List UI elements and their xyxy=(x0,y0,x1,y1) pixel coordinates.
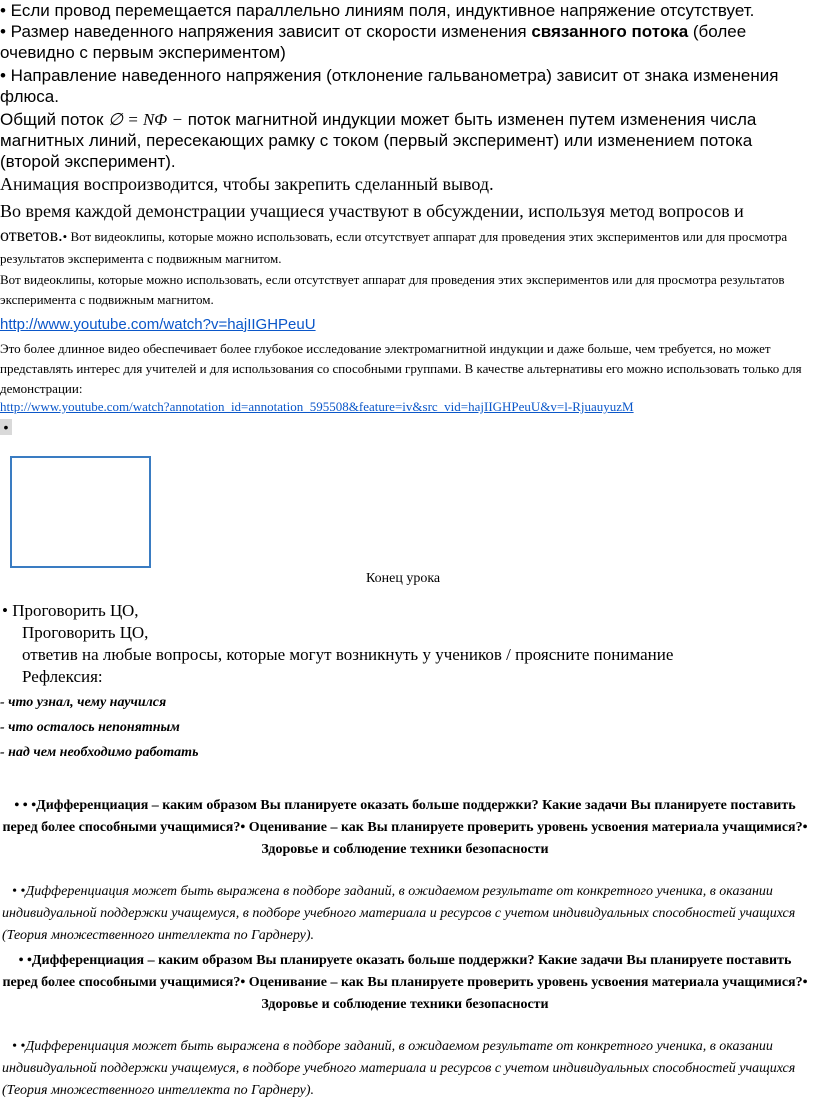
bullet-marker: • xyxy=(0,419,12,435)
diff-para-1-bullets: • • xyxy=(12,884,26,899)
video-link-2[interactable]: http://www.youtube.com/watch?annotation_id=annotation_595508&feature=iv&src_vid=hajIIGHPeuU&v=l-RjuauyuzM xyxy=(0,399,634,414)
diff-para-2-bullets: • • xyxy=(12,1039,26,1054)
flux-formula: ∅ = NΦ − xyxy=(108,110,183,129)
diff-para-1-text: Дифференциация может быть выражена в подборе заданий, в ожидаемом результате от конкретного ученика, в оказании индивидуальной поддержки учащемуся, в подборе учебного материала и ресурсов с учетом индивидуальных способностей учащихся (Теория множественного интеллекта по Гарднеру). xyxy=(2,884,796,943)
diff-heading-2-bullets: • • xyxy=(18,953,32,968)
diff-para-2-text: Дифференциация может быть выражена в подборе заданий, в ожидаемом результате от конкретного ученика, в оказании индивидуальной поддержки учащемуся, в подборе учебного материала и ресурсов с учетом индивидуальных способностей учащихся (Теория множественного интеллекта по Гарднеру). xyxy=(2,1039,796,1098)
bullet-voltage-direction: • Направление наведенного напряжения (отклонение гальванометра) зависит от знака изменения флюса. xyxy=(0,66,779,106)
bullet-voltage-size xyxy=(0,21,806,63)
empty-image-frame xyxy=(10,456,151,568)
end-line-3: ответив на любые вопросы, которые могут возникнуть у учеников / проясните понимание xyxy=(22,645,674,664)
differentiation-paragraph-1 xyxy=(2,881,808,947)
reflection-list xyxy=(0,690,198,765)
discussion-text: Во время каждой демонстрации учащиеся участвуют в обсуждении, используя метод вопросов и ответов. xyxy=(0,201,744,245)
differentiation-heading-1 xyxy=(2,795,808,861)
reflection-item-learned: - что узнал, чему научился xyxy=(0,695,167,710)
reflection-item-unclear: - что осталось непонятным xyxy=(0,720,180,735)
differentiation-paragraph-2 xyxy=(2,1036,808,1102)
diff-heading-2-text: Дифференциация – каким образом Вы планируете оказать больше поддержки? Какие задачи Вы планируете поставить перед более способными учащимися?• Оценивание – как Вы планируете проверить уровень усвоения материала учащимися?• Здоровье и соблюдение техники безопасности xyxy=(2,953,808,1012)
paragraph-animation: Анимация воспроизводится, чтобы закрепить сделанный вывод. xyxy=(0,174,494,194)
video-link-1-row xyxy=(0,315,806,335)
total-flux-lead: Общий поток xyxy=(0,110,109,129)
end-line-1: • Проговорить ЦО, xyxy=(2,601,139,620)
video-link-1[interactable]: http://www.youtube.com/watch?v=hajIIGHPeuU xyxy=(0,316,316,333)
diff-heading-1-text: Дифференциация – каким образом Вы планируете оказать больше поддержки? Какие задачи Вы планируете поставить перед более способными учащимися?• Оценивание – как Вы планируете проверить уровень усвоения материала учащимися?• Здоровье и соблюдение техники безопасности xyxy=(2,798,808,857)
paragraph-longer-video: Это более длинное видео обеспечивает более глубокое исследование электромагнитной индукции и даже больше, чем требуется, но может представлять интерес для учителей и для использования со способными группами. В качестве альтернативы его можно использовать только для демонстрации: xyxy=(0,341,802,396)
end-of-lesson-title: Конец урока xyxy=(366,571,441,586)
discussion-tail: • Вот видеоклипы, которые можно использовать, если отсутствует аппарат для проведения этих экспериментов или для просмотра результатов эксперимента с подвижным магнитом. xyxy=(0,229,788,266)
paragraph-video-clips: Вот видеоклипы, которые можно использовать, если отсутствует аппарат для проведения этих экспериментов или для просмотра результатов эксперимента с подвижным магнитом. xyxy=(0,272,785,307)
paragraph-discussion xyxy=(0,199,806,270)
end-lesson-list xyxy=(2,600,802,688)
differentiation-heading-2 xyxy=(2,950,808,1016)
bullet-voltage-size-text: • Размер наведенного напряжения зависит от скорости изменения xyxy=(0,22,532,41)
paragraph-total-flux xyxy=(0,109,806,172)
bullet-no-induced-voltage: • Если провод перемещается параллельно линиям поля, индуктивное напряжение отсутствует. xyxy=(0,1,755,20)
video-link-2-row xyxy=(0,397,806,417)
end-line-2: Проговорить ЦО, xyxy=(22,623,149,642)
bullet-voltage-size-tail: (более очевидно с первым экспериментом) xyxy=(0,22,747,62)
total-flux-tail: поток магнитной индукции может быть изменен путем изменения числа магнитных линий, пересекающих рамку с током (первый эксперимент) или изменением потока (второй эксперимент). xyxy=(0,110,757,171)
end-line-4: Рефлексия: xyxy=(22,667,103,686)
reflection-item-work: - над чем необходимо работать xyxy=(0,745,199,760)
diff-heading-1-bullets: • • • xyxy=(14,798,37,813)
bold-linked-flux: связанного потока xyxy=(531,22,689,41)
